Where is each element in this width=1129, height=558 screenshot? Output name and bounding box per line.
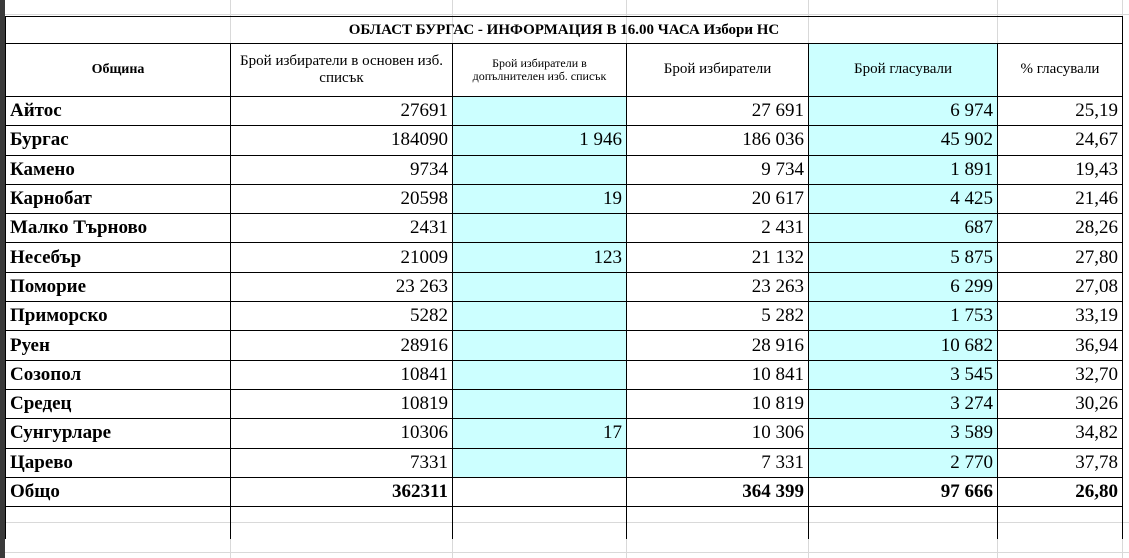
empty-row: [6, 507, 1123, 540]
empty-cell[interactable]: [627, 507, 809, 540]
voted-cell[interactable]: 6 299: [809, 272, 998, 301]
main-list-cell[interactable]: 28916: [231, 331, 453, 360]
main-list-cell[interactable]: 184090: [231, 126, 453, 155]
name-cell[interactable]: Поморие: [6, 272, 231, 301]
table-row: [6, 155, 1123, 184]
percent-cell[interactable]: 32,70: [998, 360, 1123, 389]
header-additional-list[interactable]: Брой избиратели в допълнителен изб. списък: [453, 44, 627, 97]
voters-cell[interactable]: 23 263: [627, 272, 809, 301]
header-voters[interactable]: Брой избиратели: [627, 44, 809, 97]
table-row: [6, 302, 1123, 331]
voters-cell[interactable]: 28 916: [627, 331, 809, 360]
total-label[interactable]: Общо: [6, 477, 231, 506]
main-list-cell[interactable]: 5282: [231, 302, 453, 331]
main-list-cell[interactable]: 10819: [231, 389, 453, 418]
total-percent[interactable]: 26,80: [998, 477, 1123, 506]
name-cell[interactable]: Камено: [6, 155, 231, 184]
voters-cell[interactable]: 10 819: [627, 389, 809, 418]
additional-list-cell[interactable]: 19: [453, 184, 627, 213]
empty-cell[interactable]: [231, 507, 453, 540]
voters-cell[interactable]: 2 431: [627, 214, 809, 243]
table-row: [6, 360, 1123, 389]
voted-cell[interactable]: 45 902: [809, 126, 998, 155]
main-list-cell[interactable]: 7331: [231, 448, 453, 477]
table-title[interactable]: ОБЛАСТ БУРГАС - ИНФОРМАЦИЯ В 16.00 ЧАСА Избори НС: [6, 17, 1123, 44]
percent-cell[interactable]: 28,26: [998, 214, 1123, 243]
main-list-cell[interactable]: 27691: [231, 97, 453, 126]
voted-cell[interactable]: 4 425: [809, 184, 998, 213]
table-row: [6, 272, 1123, 301]
percent-cell[interactable]: 33,19: [998, 302, 1123, 331]
percent-cell[interactable]: 37,78: [998, 448, 1123, 477]
empty-cell[interactable]: [6, 507, 231, 540]
empty-cell[interactable]: [809, 507, 998, 540]
voters-cell[interactable]: 21 132: [627, 243, 809, 272]
additional-list-cell[interactable]: 123: [453, 243, 627, 272]
name-cell[interactable]: Малко Търново: [6, 214, 231, 243]
percent-cell[interactable]: 36,94: [998, 331, 1123, 360]
additional-list-cell[interactable]: 17: [453, 419, 627, 448]
header-row: [6, 44, 1123, 97]
table-row: [6, 331, 1123, 360]
voted-cell[interactable]: 10 682: [809, 331, 998, 360]
voters-cell[interactable]: 5 282: [627, 302, 809, 331]
voters-cell[interactable]: 7 331: [627, 448, 809, 477]
additional-list-cell[interactable]: [453, 155, 627, 184]
additional-list-cell[interactable]: [453, 331, 627, 360]
main-list-cell[interactable]: 9734: [231, 155, 453, 184]
name-cell[interactable]: Айтос: [6, 97, 231, 126]
main-list-cell[interactable]: 23 263: [231, 272, 453, 301]
table-row: [6, 243, 1123, 272]
name-cell[interactable]: Карнобат: [6, 184, 231, 213]
additional-list-cell[interactable]: [453, 302, 627, 331]
header-municipality[interactable]: Община: [6, 44, 231, 97]
table-row: [6, 97, 1123, 126]
percent-cell[interactable]: 19,43: [998, 155, 1123, 184]
additional-list-cell[interactable]: [453, 272, 627, 301]
name-cell[interactable]: Бургас: [6, 126, 231, 155]
total-main[interactable]: 362311: [231, 477, 453, 506]
voted-cell[interactable]: 6 974: [809, 97, 998, 126]
voted-cell[interactable]: 3 274: [809, 389, 998, 418]
header-voted[interactable]: Брой гласували: [809, 44, 998, 97]
percent-cell[interactable]: 25,19: [998, 97, 1123, 126]
name-cell[interactable]: Созопол: [6, 360, 231, 389]
table-row: [6, 448, 1123, 477]
table-row: [6, 126, 1123, 155]
empty-cell[interactable]: [453, 507, 627, 540]
name-cell[interactable]: Царево: [6, 448, 231, 477]
additional-list-cell[interactable]: [453, 360, 627, 389]
percent-cell[interactable]: 24,67: [998, 126, 1123, 155]
main-list-cell[interactable]: 10841: [231, 360, 453, 389]
percent-cell[interactable]: 30,26: [998, 389, 1123, 418]
main-list-cell[interactable]: 20598: [231, 184, 453, 213]
name-cell[interactable]: Сунгурларе: [6, 419, 231, 448]
voted-cell[interactable]: 1 891: [809, 155, 998, 184]
voted-cell[interactable]: 687: [809, 214, 998, 243]
percent-cell[interactable]: 27,80: [998, 243, 1123, 272]
voted-cell[interactable]: 2 770: [809, 448, 998, 477]
voters-cell[interactable]: 27 691: [627, 97, 809, 126]
voted-cell[interactable]: 3 589: [809, 419, 998, 448]
voters-cell[interactable]: 20 617: [627, 184, 809, 213]
header-main-list[interactable]: Брой избиратели в основен изб. списък: [231, 44, 453, 97]
percent-cell[interactable]: 21,46: [998, 184, 1123, 213]
total-voted[interactable]: 97 666: [809, 477, 998, 506]
additional-list-cell[interactable]: [453, 97, 627, 126]
voted-cell[interactable]: 5 875: [809, 243, 998, 272]
empty-cell[interactable]: [998, 507, 1123, 540]
table-row: [6, 184, 1123, 213]
additional-list-cell[interactable]: [453, 214, 627, 243]
voters-cell[interactable]: 9 734: [627, 155, 809, 184]
name-cell[interactable]: Средец: [6, 389, 231, 418]
additional-list-cell[interactable]: [453, 389, 627, 418]
main-list-cell[interactable]: 10306: [231, 419, 453, 448]
total-voters[interactable]: 364 399: [627, 477, 809, 506]
voters-cell[interactable]: 10 841: [627, 360, 809, 389]
voted-cell[interactable]: 1 753: [809, 302, 998, 331]
percent-cell[interactable]: 34,82: [998, 419, 1123, 448]
election-table: [5, 16, 1123, 539]
voted-cell[interactable]: 3 545: [809, 360, 998, 389]
voters-cell[interactable]: 186 036: [627, 126, 809, 155]
additional-list-cell[interactable]: [453, 448, 627, 477]
name-cell[interactable]: Приморско: [6, 302, 231, 331]
table-row: [6, 419, 1123, 448]
table-row: [6, 214, 1123, 243]
name-cell[interactable]: Руен: [6, 331, 231, 360]
percent-cell[interactable]: 27,08: [998, 272, 1123, 301]
total-additional[interactable]: [453, 477, 627, 506]
name-cell[interactable]: Несебър: [6, 243, 231, 272]
main-list-cell[interactable]: 21009: [231, 243, 453, 272]
main-list-cell[interactable]: 2431: [231, 214, 453, 243]
additional-list-cell[interactable]: 1 946: [453, 126, 627, 155]
voters-cell[interactable]: 10 306: [627, 419, 809, 448]
header-percent[interactable]: % гласували: [998, 44, 1123, 97]
total-row: [6, 477, 1123, 506]
table-row: [6, 389, 1123, 418]
